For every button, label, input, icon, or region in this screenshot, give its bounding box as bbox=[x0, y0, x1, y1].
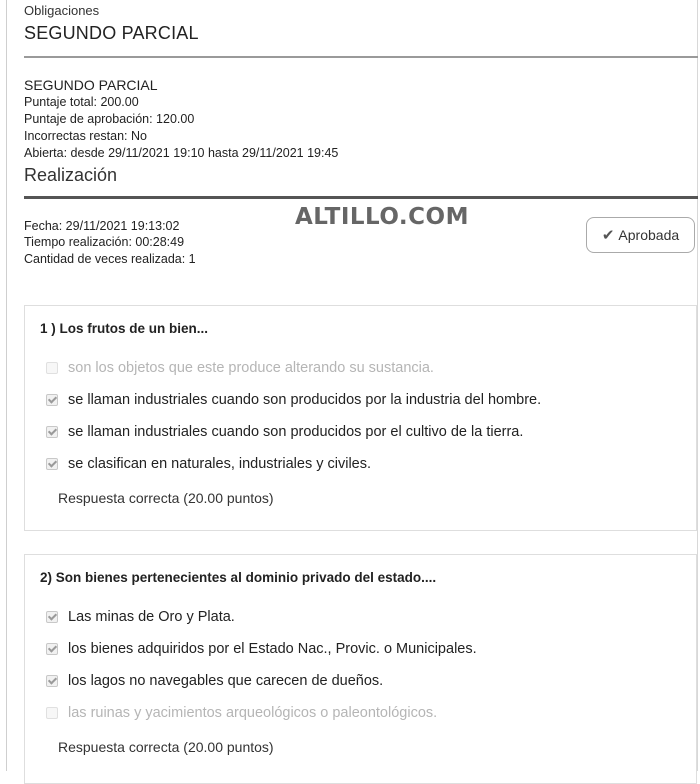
option-text: los lagos no navegables que carecen de dueños. bbox=[68, 673, 384, 689]
status-approved-button[interactable] bbox=[586, 217, 695, 253]
answer-option[interactable] bbox=[46, 424, 523, 440]
checkbox[interactable] bbox=[46, 707, 58, 719]
checkbox[interactable] bbox=[46, 362, 58, 374]
answer-option[interactable] bbox=[46, 609, 235, 625]
answer-option[interactable] bbox=[46, 456, 371, 472]
section-divider bbox=[24, 196, 698, 199]
checkbox-checked[interactable] bbox=[46, 426, 58, 438]
left-border bbox=[6, 0, 7, 771]
checkmark-icon: ✔ bbox=[601, 227, 615, 244]
answer-option[interactable] bbox=[46, 673, 383, 689]
answer-option[interactable] bbox=[46, 360, 434, 376]
answer-option[interactable] bbox=[46, 705, 437, 721]
option-text: Las minas de Oro y Plata. bbox=[68, 609, 235, 625]
attempt-date: Fecha: 29/11/2021 19:13:02 bbox=[24, 219, 180, 233]
breadcrumb[interactable]: Obligaciones bbox=[24, 3, 100, 18]
page-title: SEGUNDO PARCIAL bbox=[24, 23, 199, 43]
answer-option[interactable] bbox=[46, 641, 477, 657]
checkbox-checked[interactable] bbox=[46, 458, 58, 470]
watermark: ALTILLO.COM bbox=[295, 204, 469, 230]
answer-result: Respuesta correcta (20.00 puntos) bbox=[58, 490, 274, 506]
exam-name: SEGUNDO PARCIAL bbox=[24, 77, 158, 93]
title-divider bbox=[24, 56, 698, 58]
option-text: son los objetos que este produce alterando su sustancia. bbox=[68, 360, 434, 376]
answer-result: Respuesta correcta (20.00 puntos) bbox=[58, 739, 274, 755]
question-card-1 bbox=[24, 305, 697, 531]
right-border bbox=[697, 0, 698, 771]
attempt-count: Cantidad de veces realizada: 1 bbox=[24, 252, 196, 266]
passing-score: Puntaje de aprobación: 120.00 bbox=[24, 112, 195, 126]
question-card-2 bbox=[24, 554, 697, 784]
checkbox-checked[interactable] bbox=[46, 394, 58, 406]
wrong-subtract: Incorrectas restan: No bbox=[24, 129, 147, 143]
total-score: Puntaje total: 200.00 bbox=[24, 95, 139, 109]
checkbox-checked[interactable] bbox=[46, 611, 58, 623]
option-text: se llaman industriales cuando son producidos por el cultivo de la tierra. bbox=[68, 424, 524, 440]
option-text: los bienes adquiridos por el Estado Nac., Provic. o Municipales. bbox=[68, 641, 477, 657]
answer-option[interactable] bbox=[46, 392, 541, 408]
checkbox-checked[interactable] bbox=[46, 643, 58, 655]
checkbox-checked[interactable] bbox=[46, 675, 58, 687]
attempt-duration: Tiempo realización: 00:28:49 bbox=[24, 235, 185, 249]
question-title: 1 ) Los frutos de un bien... bbox=[40, 321, 209, 336]
question-title: 2) Son bienes pertenecientes al dominio privado del estado.... bbox=[40, 570, 437, 585]
status-label: Aprobada bbox=[618, 227, 680, 243]
option-text: se llaman industriales cuando son producidos por la industria del hombre. bbox=[68, 392, 542, 408]
open-window: Abierta: desde 29/11/2021 19:10 hasta 29/11/2021 19:45 bbox=[24, 146, 339, 160]
section-title: Realización bbox=[24, 165, 118, 185]
option-text: las ruinas y yacimientos arqueológicos o paleontológicos. bbox=[68, 705, 438, 721]
option-text: se clasifican en naturales, industriales y civiles. bbox=[68, 456, 372, 472]
